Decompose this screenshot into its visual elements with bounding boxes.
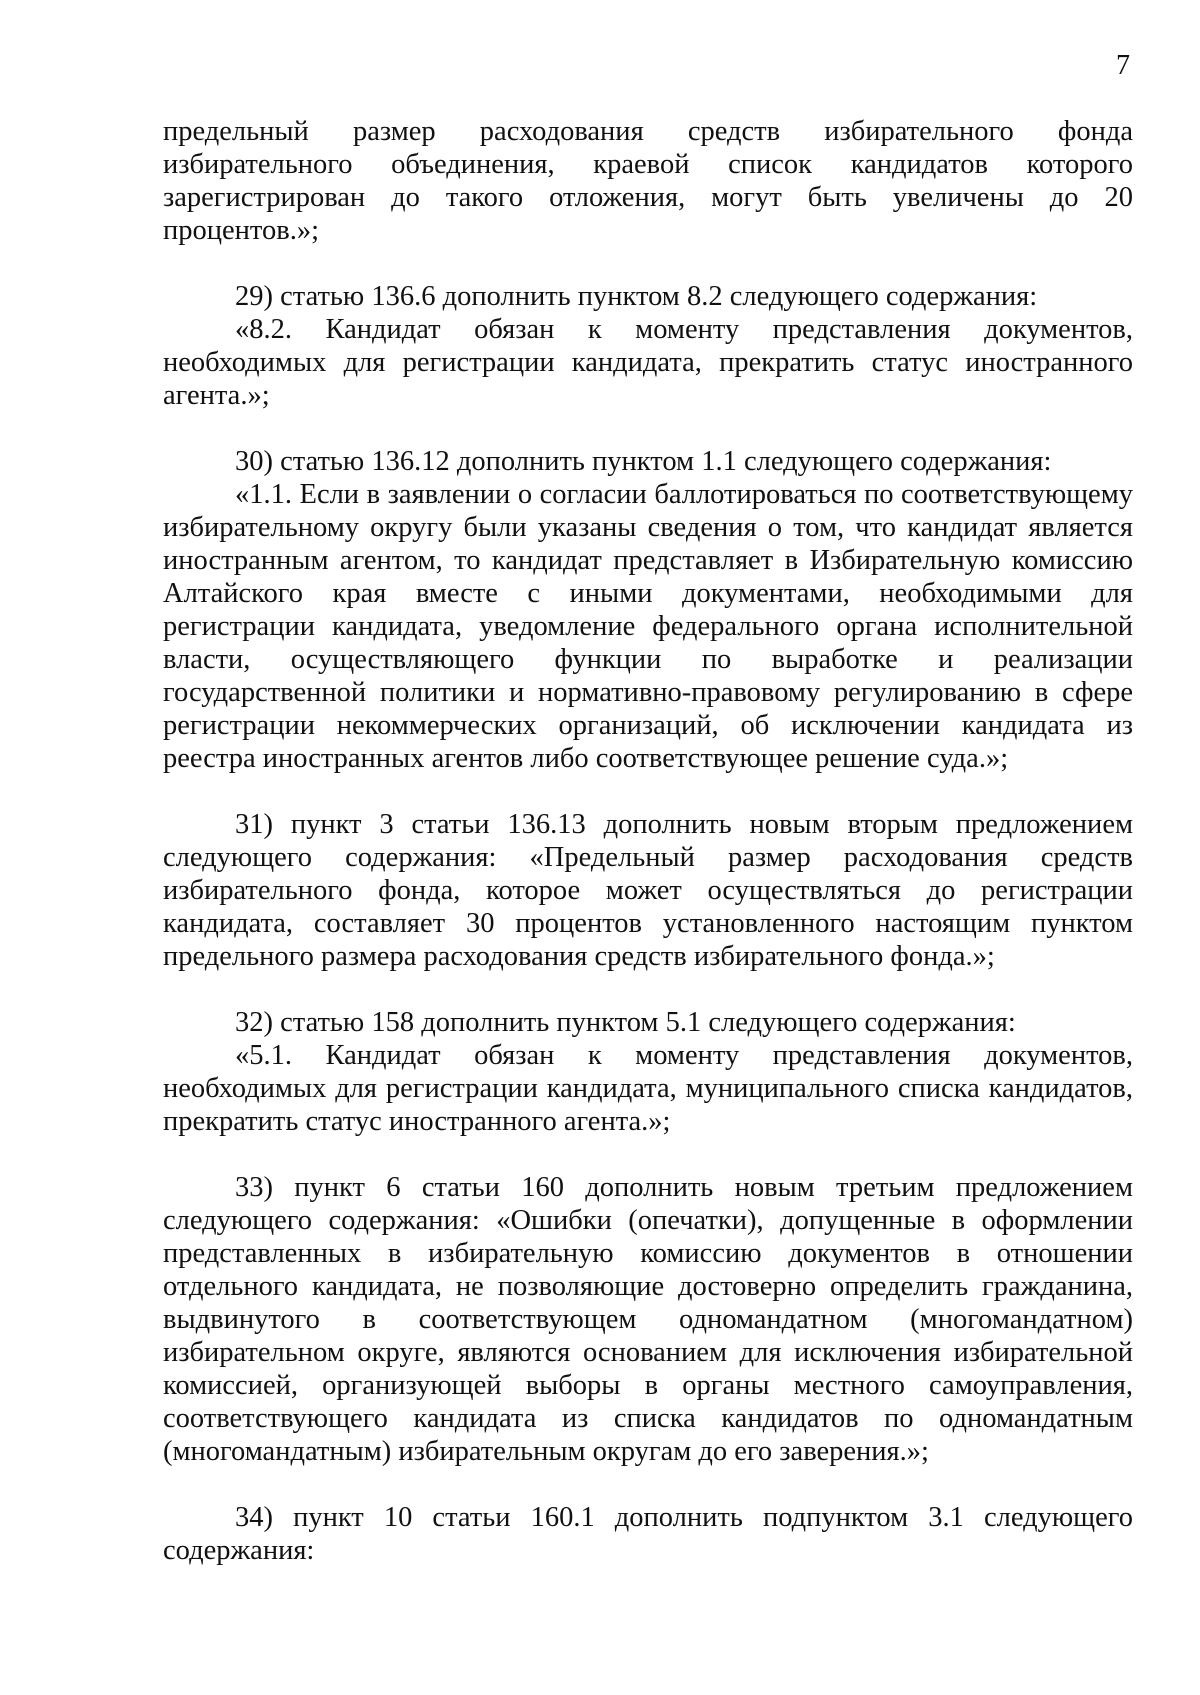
paragraph-quote-1-1: «1.1. Если в заявлении о согласии баллотироваться по соответствующему избирательному округу были указаны сведения о том, что кандидат является иностранным агентом, то кандидат представляет в Избирательную комиссию Алтайского края вместе с иными документами, необходимыми для регистрации кандидата, уведомление федерального органа исполнительной власти, осуществляющего функции по выработке и реализации государственной политики и нормативно-правовому регулированию в сфере регистрации некоммерческих организаций, об исключении кандидата из реестра иностранных агентов либо соответствующее решение суда.»; xyxy=(163,479,1133,774)
paragraph-item-34: 34) пункт 10 статьи 160.1 дополнить подпунктом 3.1 следующего содержания: xyxy=(163,1502,1133,1566)
paragraph-continuation: предельный размер расходования средств избирательного фонда избирательного объединения, краевой список кандидатов которого зарегистрирован до такого отложения, могут быть увеличены до 20 процентов.»; xyxy=(163,116,1133,246)
paragraph-item-31: 31) пункт 3 статьи 136.13 дополнить новым вторым предложением следующего содержания: «Предельный размер расходования средств избирательного фонда, которое может осуществляться до регистрации кандидата, составляет 30 процентов установленного настоящим пунктом предельного размера расходования средств избирательного фонда.»; xyxy=(163,809,1133,972)
paragraph-item-32: 32) статью 158 дополнить пунктом 5.1 следующего содержания: xyxy=(235,1007,1016,1038)
page-number: 7 xyxy=(1116,50,1130,81)
document-body xyxy=(163,115,1133,1567)
paragraph-item-33: 33) пункт 6 статьи 160 дополнить новым третьим предложением следующего содержания: «Ошибки (опечатки), допущенные в оформлении представленных в избирательную комиссию документов в отношении отдельного кандидата, не позволяющие достоверно определить гражданина, выдвинутого в соответствующем одномандатном (многомандатном) избирательном округе, являются основанием для исключения избирательной комиссией, организующей выборы в органы местного самоуправления, соответствующего кандидата из списка кандидатов по одномандатным (многомандатным) избирательным округам до его заверения.»; xyxy=(163,1172,1133,1467)
paragraph-quote-5-1: «5.1. Кандидат обязан к моменту представления документов, необходимых для регистрации кандидата, муниципального списка кандидатов, прекратить статус иностранного агента.»; xyxy=(163,1040,1133,1137)
paragraph-item-29: 29) статью 136.6 дополнить пунктом 8.2 следующего содержания: xyxy=(235,281,1038,312)
paragraph-item-30: 30) статью 136.12 дополнить пунктом 1.1 следующего содержания: xyxy=(235,446,1052,477)
paragraph-quote-8-2: «8.2. Кандидат обязан к моменту представления документов, необходимых для регистрации кандидата, прекратить статус иностранного агента.»; xyxy=(163,314,1133,411)
